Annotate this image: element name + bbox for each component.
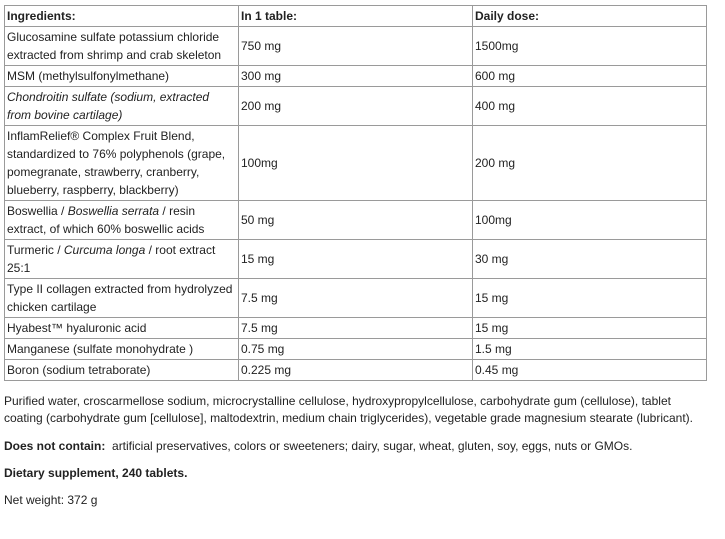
header-per-tablet: In 1 table: [239,6,473,27]
free-from-statement [4,438,706,455]
header-daily-dose: Daily dose: [473,6,707,27]
daily-dose-amount: 1500mg [473,27,707,66]
per-tablet-amount: 0.225 mg [239,360,473,381]
daily-dose-amount: 600 mg [473,66,707,87]
per-tablet-amount: 7.5 mg [239,318,473,339]
per-tablet-amount: 100mg [239,126,473,201]
ingredient-name: Manganese (sulfate monohydrate ) [5,339,239,360]
per-tablet-amount: 200 mg [239,87,473,126]
table-row [5,27,707,66]
per-tablet-amount: 300 mg [239,66,473,87]
per-tablet-amount: 15 mg [239,240,473,279]
per-tablet-amount: 50 mg [239,201,473,240]
ingredient-name-part: Turmeric / [7,243,64,257]
ingredient-name: Boron (sodium tetraborate) [5,360,239,381]
product-info [4,5,706,509]
ingredient-name [5,201,239,240]
daily-dose-amount: 0.45 mg [473,360,707,381]
per-tablet-amount: 7.5 mg [239,279,473,318]
ingredient-name [5,240,239,279]
ingredient-latin-name: Boswellia serrata [67,204,160,218]
per-tablet-amount: 750 mg [239,27,473,66]
net-weight: Net weight: 372 g [4,493,98,507]
ingredient-name: Chondroitin sulfate (sodium, extracted from bovine cartilage) [5,87,239,126]
table-row [5,318,707,339]
daily-dose-amount: 400 mg [473,87,707,126]
table-header-row [5,6,707,27]
table-row [5,201,707,240]
table-row [5,240,707,279]
ingredient-name: MSM (methylsulfonylmethane) [5,66,239,87]
ingredient-name-part: / root extract 25:1 [7,243,216,275]
table-row [5,279,707,318]
table-row [5,126,707,201]
table-row [5,360,707,381]
ingredient-name: Hyabest™ hyaluronic acid [5,318,239,339]
supplement-statement: Dietary supplement, 240 tablets. [4,466,188,480]
table-row [5,339,707,360]
daily-dose-amount: 1.5 mg [473,339,707,360]
daily-dose-amount: 200 mg [473,126,707,201]
header-ingredients: Ingredients: [5,6,239,27]
per-tablet-amount: 0.75 mg [239,339,473,360]
ingredient-name: Glucosamine sulfate potassium chloride extracted from shrimp and crab skeleton [5,27,239,66]
daily-dose-amount: 100mg [473,201,707,240]
table-row [5,87,707,126]
free-from-label: Does not contain: [4,439,106,453]
daily-dose-amount: 30 mg [473,240,707,279]
table-row [5,66,707,87]
ingredient-latin-name: Curcuma longa [63,243,146,257]
ingredients-table [4,5,707,381]
ingredient-name-part: / resin extract, of which 60% boswellic acids [7,204,205,236]
inactive-ingredients: Purified water, croscarmellose sodium, microcrystalline cellulose, hydroxypropylcellulose, carbohydrate gum (cellulose), tablet coating (carbohydrate gum [cellulose], maltodextrin, medium chain triglycerides), vegetable grade magnesium stearate (lubricant). [4,394,693,425]
daily-dose-amount: 15 mg [473,318,707,339]
ingredient-name: Type II collagen extracted from hydrolyzed chicken cartilage [5,279,239,318]
free-from-text: artificial preservatives, colors or sweeteners; dairy, sugar, wheat, gluten, soy, eggs, nuts or GMOs. [112,439,633,453]
ingredient-name-part: Boswellia / [7,204,68,218]
ingredient-name: InflamRelief® Complex Fruit Blend, standardized to 76% polyphenols (grape, pomegranate, strawberry, cranberry, blueberry, raspberry, blackberry) [5,126,239,201]
daily-dose-amount: 15 mg [473,279,707,318]
